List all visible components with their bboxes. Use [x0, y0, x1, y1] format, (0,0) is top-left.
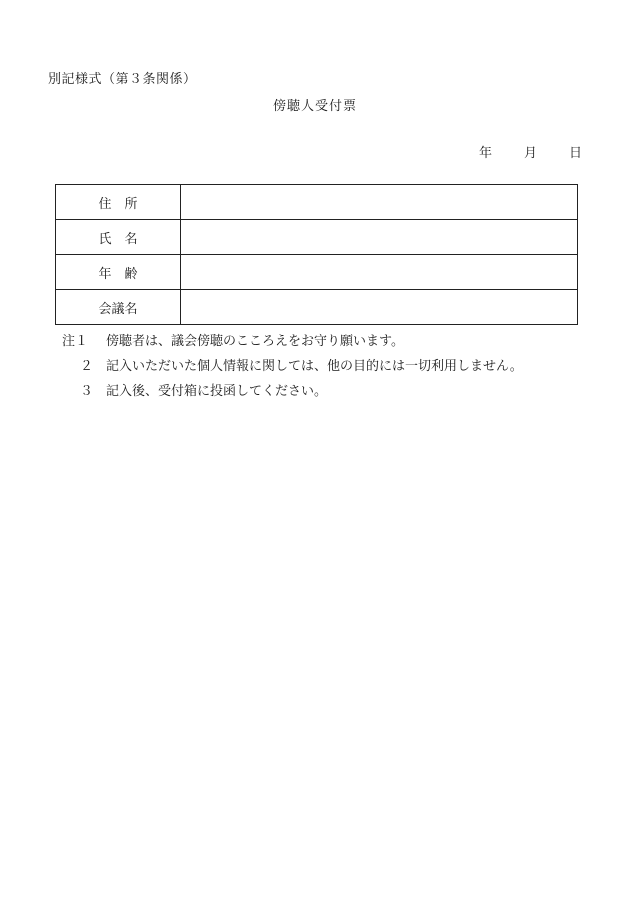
name-field[interactable] — [181, 220, 578, 255]
table-row — [56, 290, 578, 325]
age-label: 年 齢 — [56, 255, 181, 290]
address-field[interactable] — [181, 185, 578, 220]
name-label: 氏 名 — [56, 220, 181, 255]
page-title: 傍聴人受付票 — [272, 99, 357, 114]
note-text: 記入後、受付箱に投函してください。 — [106, 384, 328, 399]
date-line — [479, 142, 582, 161]
form-reference: 別記様式（第３条関係） — [48, 72, 197, 87]
note-text: 記入いただいた個人情報に関しては、他の目的には一切利用しません。 — [106, 359, 523, 374]
address-label: 住 所 — [56, 185, 181, 220]
meeting-name-field[interactable] — [181, 290, 578, 325]
date-year-label: 年 — [478, 146, 492, 161]
meeting-name-label: 会議名 — [56, 290, 181, 325]
note-text: 傍聴者は、議会傍聴のこころえをお守り願います。 — [106, 334, 404, 349]
age-field[interactable] — [181, 255, 578, 290]
note-number: 注１ — [62, 334, 89, 349]
note-number: ２ — [79, 359, 93, 374]
table-row — [56, 255, 578, 290]
note-number: ３ — [79, 384, 93, 399]
date-day-label: 日 — [568, 146, 582, 161]
note-item — [62, 354, 523, 379]
table-row — [56, 185, 578, 220]
note-item — [62, 379, 523, 404]
table-row — [56, 220, 578, 255]
reception-form-table — [55, 184, 578, 325]
note-item — [62, 329, 523, 354]
date-month-label: 月 — [523, 146, 537, 161]
notes — [62, 329, 523, 404]
